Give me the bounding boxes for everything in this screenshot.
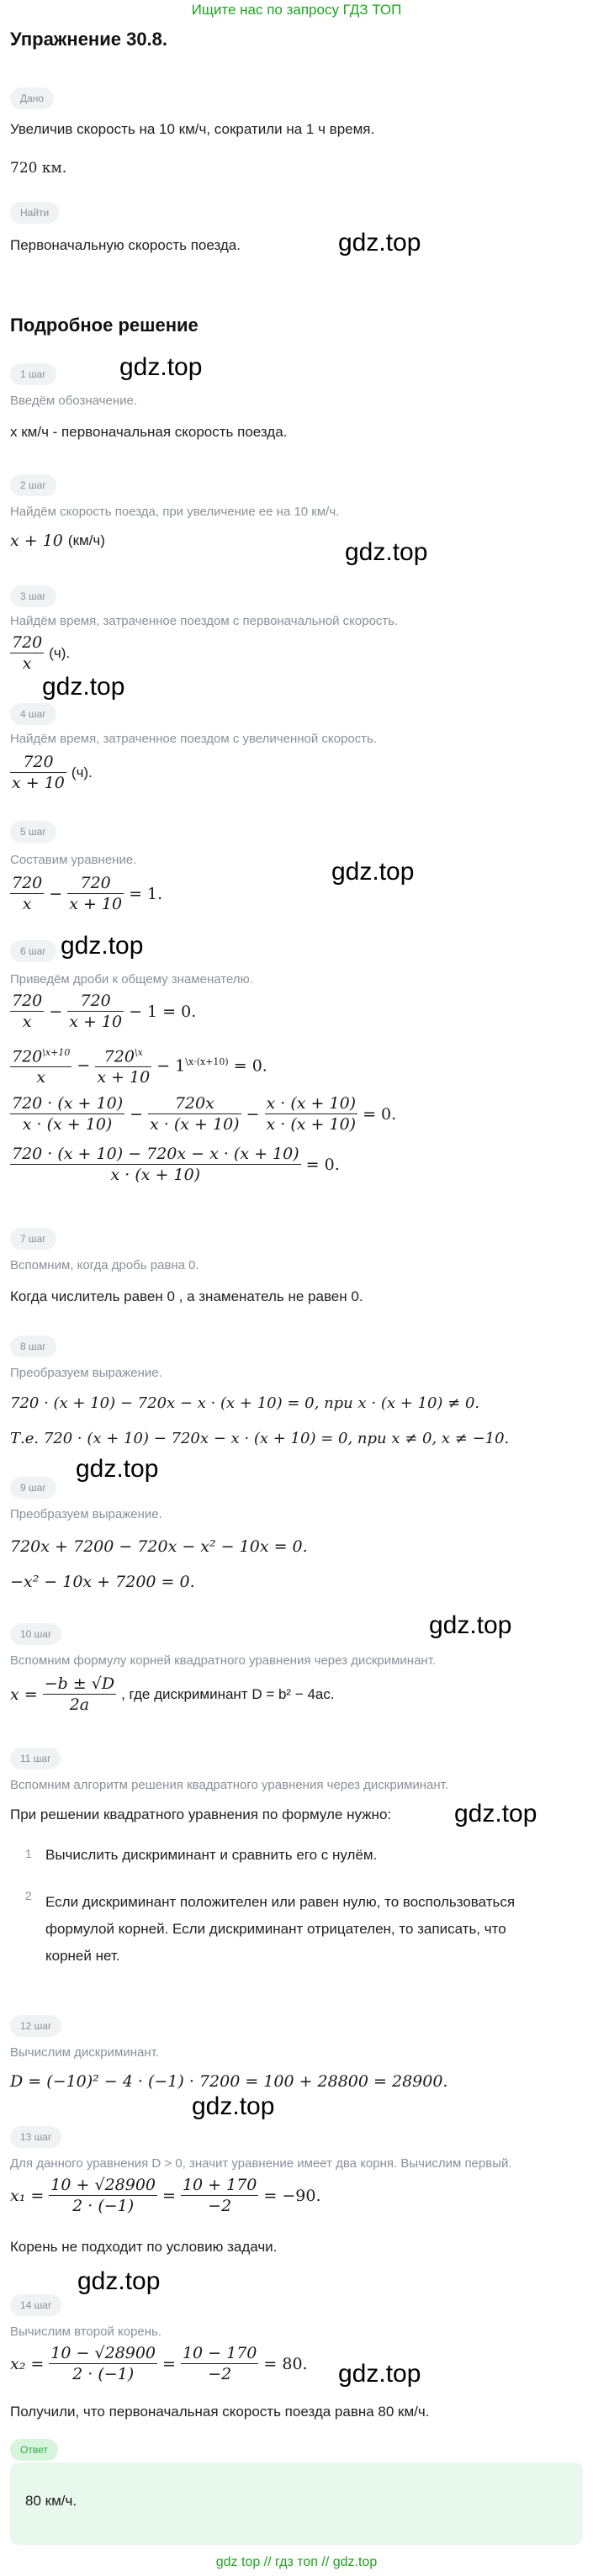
step-5-desc: Составим уравнение. (10, 853, 137, 867)
step-11-label: 11 шаг (10, 1748, 61, 1769)
step-6-eq-4: $\frac{720 \cdot (x + 10) - 720x - x \cdot (x + 10)}{x \cdot (x + 10)}$ = 0. (12, 1145, 340, 1184)
watermark: gdz.top (429, 1611, 512, 1639)
step-8-label: 8 шаг (10, 1336, 56, 1357)
step-4-label: 4 шаг (10, 703, 56, 725)
step-2-label: 2 шаг (10, 474, 56, 496)
step-3-fraction: $\frac{720}{x}$ (ч). (12, 633, 71, 673)
step-12-label: 12 шаг (10, 2015, 61, 2037)
step-13-root-1: x₁ = $\frac{10 + √28900}{2 \cdot (-1)}$ = $\frac{10 + 170}{-2}$ = −90. (10, 2176, 321, 2215)
step-9-desc: Преобразуем выражение. (10, 1507, 162, 1521)
given-line-2: 720 км. (10, 160, 67, 177)
step-11-text: При решении квадратного уравнения по формуле нужно: (10, 1806, 392, 1822)
step-10-desc: Вспомним формулу корней квадратного уравнения через дискриминант. (10, 1653, 437, 1668)
step-4-fraction: $\frac{720}{x + 10}$ (ч). (12, 753, 93, 792)
step-13-desc: Для данного уравнения D > 0, значит уравнение имеет два корня. Вычислим первый. (10, 2156, 512, 2171)
step-6-eq-2: $\frac{720^{\backslash x+10}}{x}$ − $\frac{720^{\backslash x}}{x + 10}$ − $1^{\backslash x\cdot(x+10)} = 0$. (10, 1043, 267, 1087)
find-label: Найти (10, 202, 59, 224)
step-10-formula: x = $\frac{-b \pm √D}{2a}$ , где дискриминант D = b² − 4ac. (10, 1674, 335, 1714)
step-4-desc: Найдём время, затраченное поездом с увеличенной скорость. (10, 732, 378, 746)
step-5-label: 5 шаг (10, 821, 56, 843)
given-line-1: Увеличив скорость на 10 км/ч, сократили на 1 ч время. (10, 121, 375, 137)
watermark: gdz.top (338, 2360, 421, 2388)
watermark: gdz.top (454, 1800, 537, 1828)
step-6-eq-3: $\frac{720 \cdot (x + 10)}{x \cdot (x + 10)}$ − $\frac{720x}{x \cdot (x + 10)}$ − $\frac{x \cdot (x + 10)}{x \cdot (x + 10)}$ = 0. (12, 1094, 397, 1134)
step-1-desc: Введём обозначение. (10, 394, 138, 408)
algorithm-item-2: 2 Если дискриминант положителен или равен нулю, то воспользоваться формулой корней. Если дискриминант отрицателен, то записать, что корней нет. (25, 1889, 516, 1964)
step-14-root-2: x₂ = $\frac{10 - √28900}{2 \cdot (-1)}$ = $\frac{10 - 170}{-2}$ = 80. (10, 2344, 308, 2383)
watermark: gdz.top (345, 538, 428, 566)
watermark: gdz.top (42, 673, 125, 701)
answer-text: 80 км/ч. (25, 2493, 77, 2509)
watermark: gdz.top (61, 932, 144, 960)
step-9-label: 9 шаг (10, 1477, 56, 1499)
step-9-line-1: 720x + 7200 − 720x − x² − 10x = 0. (10, 1537, 308, 1556)
step-5-equation: $\frac{720}{x}$ − $\frac{720}{x + 10}$ = 1. (12, 874, 163, 913)
watermark: gdz.top (331, 858, 415, 886)
step-2-desc: Найдём скорость поезда, при увеличение ее на 10 км/ч. (10, 505, 340, 519)
step-9-line-2: −x² − 10x + 7200 = 0. (10, 1573, 195, 1591)
step-13-label: 13 шаг (10, 2126, 61, 2148)
step-7-desc: Вспомним, когда дробь равна 0. (10, 1258, 199, 1272)
answer-label: Ответ (10, 2439, 58, 2461)
step-11-desc: Вспомним алгоритм решения квадратного уравнения через дискриминант. (10, 1778, 449, 1792)
step-8-line-2: Т.е. 720 · (x + 10) − 720x − x · (x + 10) = 0, при x ≠ 0, x ≠ −10. (10, 1430, 510, 1447)
step-7-text: Когда числитель равен 0 , а знаменатель не равен 0. (10, 1288, 363, 1304)
step-6-label: 6 шаг (10, 940, 56, 962)
step-3-label: 3 шаг (10, 585, 56, 607)
step-14-desc: Вычислим второй корень. (10, 2325, 162, 2339)
step-3-desc: Найдём время, затраченное поездом с первоначальной скорость. (10, 614, 399, 628)
step-12-desc: Вычислим дискриминант. (10, 2045, 159, 2060)
footer-links[interactable]: gdz top // гдз топ // gdz.top (215, 2555, 378, 2569)
step-12-expr: D = (−10)² − 4 · (−1) · 7200 = 100 + 28800 = 28900. (10, 2072, 448, 2091)
watermark: gdz.top (119, 353, 203, 381)
watermark: gdz.top (338, 229, 421, 257)
search-hint-link[interactable]: Ищите нас по запросу ГДЗ ТОП (191, 2, 402, 18)
step-13-text: Корень не подходит по условию задачи. (10, 2239, 278, 2255)
solution-title: Подробное решение (10, 315, 199, 336)
step-6-eq-1: $\frac{720}{x}$ − $\frac{720}{x + 10}$ − 1 = 0. (12, 992, 197, 1031)
step-7-label: 7 шаг (10, 1228, 56, 1250)
step-8-line-1: 720 · (x + 10) − 720x − x · (x + 10) = 0, при x · (x + 10) ≠ 0. (10, 1394, 480, 1412)
watermark: gdz.top (192, 2092, 275, 2120)
step-6-desc: Приведём дроби к общему знаменателю. (10, 972, 253, 986)
step-14-label: 14 шаг (10, 2294, 61, 2316)
step-14-text: Получили, что первоначальная скорость поезда равна 80 км/ч. (10, 2404, 430, 2420)
given-label: Дано (10, 87, 54, 109)
step-8-desc: Преобразуем выражение. (10, 1366, 162, 1380)
watermark: gdz.top (77, 2267, 161, 2295)
step-1-text: x км/ч - первоначальная скорость поезда. (10, 424, 288, 440)
find-text: Первоначальную скорость поезда. (10, 237, 241, 253)
answer-box (10, 2462, 583, 2545)
step-10-label: 10 шаг (10, 1623, 61, 1645)
watermark: gdz.top (76, 1455, 159, 1483)
step-2-expr: x + 10 (км/ч) (10, 532, 105, 550)
step-1-label: 1 шаг (10, 363, 56, 385)
page-title: Упражнение 30.8. (10, 29, 168, 50)
algorithm-item-1: 1 Вычислить дискриминант и сравнить его с нулём. (25, 1847, 378, 1863)
